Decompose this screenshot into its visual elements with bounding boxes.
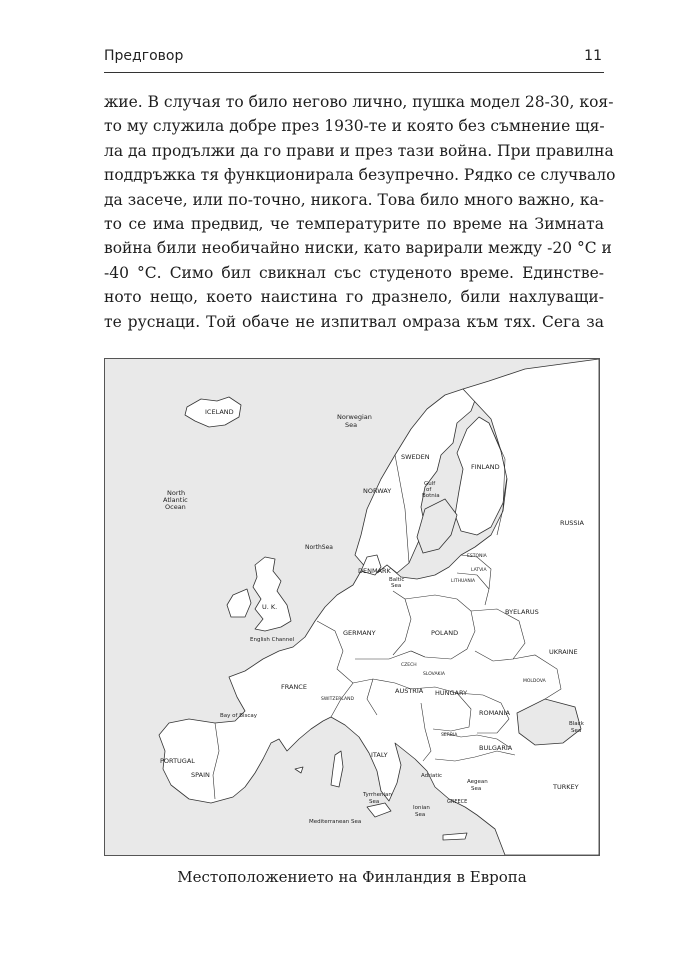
body-line: война били необичайно ниски, като варирали между -20 °С и bbox=[104, 239, 612, 258]
baltic-inlet-shape bbox=[417, 499, 457, 553]
label-gulf-2: of bbox=[426, 487, 432, 493]
label-denmark: DENMARK bbox=[358, 567, 391, 575]
label-adriatic: Adriatic bbox=[421, 773, 443, 779]
body-line: то му служила добре през 1930-те и която без съмнение щя- bbox=[104, 117, 605, 136]
body-paragraph bbox=[104, 90, 616, 334]
label-tyrrhenian-1: Tyrrhenian bbox=[363, 792, 392, 798]
europe-map bbox=[104, 358, 600, 856]
label-portugal: PORTUGAL bbox=[160, 757, 195, 765]
label-uk: U. K. bbox=[262, 603, 278, 611]
label-norwegian-sea-2: Sea bbox=[345, 421, 358, 429]
body-line: те руснаци. Той обаче не изпитвал омраза към тях. Сега за bbox=[104, 312, 604, 331]
body-line: ното нещо, което наистина го дразнело, били нахлуващи- bbox=[104, 288, 604, 307]
running-head bbox=[104, 46, 604, 73]
label-tyrrhenian-2: Sea bbox=[369, 799, 380, 805]
chapter-title: Предговор bbox=[104, 48, 184, 64]
label-slovakia: SLOVAKIA bbox=[423, 672, 445, 677]
label-latvia: LATVIA bbox=[471, 568, 487, 573]
label-ionian-1: Ionian bbox=[413, 805, 430, 811]
body-line: то се има предвид, че температурите по време на Зимната bbox=[104, 214, 604, 233]
label-sweden: SWEDEN bbox=[401, 453, 430, 461]
body-line: да засече, или по-точно, никога. Това било много важно, ка- bbox=[104, 190, 604, 209]
label-romania: ROMANIA bbox=[479, 709, 510, 717]
scandinavia-shape bbox=[355, 389, 477, 573]
page-number: 11 bbox=[584, 48, 602, 64]
label-serbia: SERBIA bbox=[441, 733, 458, 738]
map-caption: Местоположението на Финландия в Европа bbox=[177, 868, 527, 886]
land-masses bbox=[159, 359, 599, 855]
ireland-shape bbox=[227, 589, 251, 617]
label-switzerland: SWITZERLAND bbox=[321, 697, 354, 702]
label-north-atlantic-2: Atlantic bbox=[163, 496, 188, 504]
label-gulf-3: Botnia bbox=[422, 493, 440, 499]
label-bay-biscay: Bay of Biscay bbox=[220, 713, 258, 719]
label-ionian-2: Sea bbox=[415, 812, 426, 818]
label-bulgaria: BULGARIA bbox=[479, 744, 513, 752]
label-poland: POLAND bbox=[431, 629, 459, 637]
label-black-sea-1: Black bbox=[569, 721, 584, 727]
label-aegean-1: Aegean bbox=[467, 779, 488, 785]
label-iceland: ICELAND bbox=[205, 408, 234, 416]
label-france: FRANCE bbox=[281, 683, 307, 691]
label-finland: FINLAND bbox=[471, 463, 500, 471]
label-mediterranean: Mediterranean Sea bbox=[309, 819, 362, 825]
body-line: поддръжка тя функционирала безупречно. Рядко се случвало bbox=[104, 166, 616, 185]
label-aegean-2: Sea bbox=[471, 786, 482, 792]
label-greece: GREECE bbox=[447, 799, 468, 805]
body-line: -40 °С. Симо бил свикнал със студеното време. Единстве- bbox=[104, 263, 604, 282]
label-norway: NORWAY bbox=[363, 487, 392, 495]
label-north-atlantic-3: Ocean bbox=[165, 503, 186, 511]
body-line: жие. В случая то било негово лично, пушка модел 28-30, коя- bbox=[104, 93, 614, 111]
label-czech: CZECH bbox=[401, 663, 417, 668]
body-line: ла да продължи да го прави и през тази война. При правилна bbox=[104, 141, 614, 160]
label-norwegian-sea-1: Norwegian bbox=[337, 413, 372, 421]
label-austria: AUSTRIA bbox=[395, 687, 424, 695]
label-ukraine: UKRAINE bbox=[549, 648, 578, 656]
label-black-sea-2: Sea bbox=[571, 728, 582, 734]
label-english-channel: English Channel bbox=[250, 637, 295, 643]
label-gulf-1: Gulf bbox=[424, 481, 436, 487]
label-hungary: HUNGARY bbox=[435, 689, 468, 697]
label-byelarus: BYELARUS bbox=[505, 608, 539, 616]
corsica-sardinia-shape bbox=[331, 751, 343, 787]
sicily-shape bbox=[367, 803, 391, 817]
label-spain: SPAIN bbox=[191, 771, 210, 779]
label-moldova: MOLDOVA bbox=[523, 679, 546, 684]
label-estonia: ESTONIA bbox=[467, 554, 487, 559]
label-russia: RUSSIA bbox=[560, 519, 584, 527]
label-lithuania: LITHUANIA bbox=[451, 579, 476, 584]
label-turkey: TURKEY bbox=[553, 783, 579, 791]
label-germany: GERMANY bbox=[343, 629, 376, 637]
balearic-shape bbox=[295, 767, 303, 773]
label-north-sea: NorthSea bbox=[305, 544, 333, 551]
europe-map-svg bbox=[105, 359, 599, 855]
label-baltic-2: Sea bbox=[391, 583, 402, 589]
crete-shape bbox=[443, 833, 467, 840]
label-italy: ITALY bbox=[371, 751, 388, 759]
label-north-atlantic-1: North bbox=[167, 489, 186, 497]
great-britain-shape bbox=[253, 557, 291, 631]
mainland-shape bbox=[159, 359, 599, 855]
label-baltic-1: Baltic bbox=[389, 577, 405, 583]
